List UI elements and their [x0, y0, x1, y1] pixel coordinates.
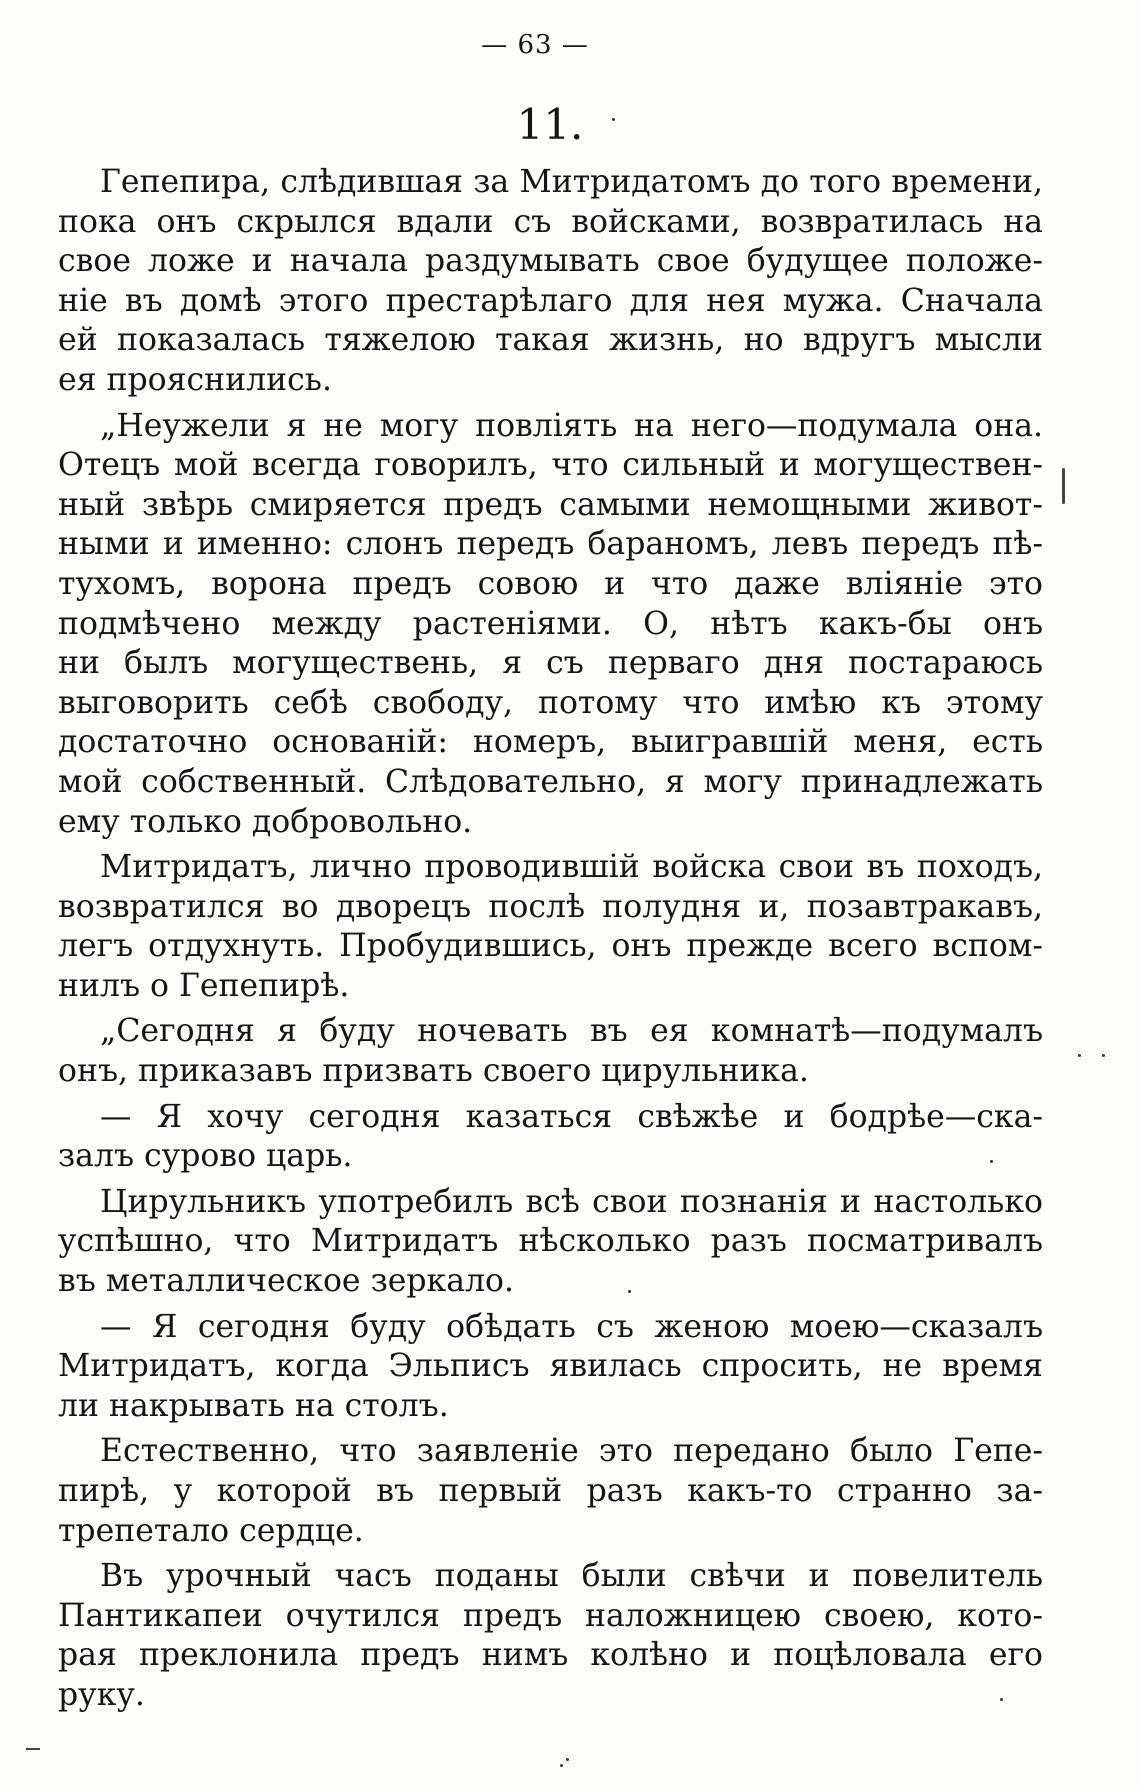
paragraph	[58, 1308, 1043, 1427]
paragraph	[58, 407, 1043, 843]
margin-mark	[1062, 468, 1065, 504]
body-text	[58, 163, 1043, 1716]
text-line: легъ отдухнуть. Пробудившись, онъ прежде всего вспом-	[58, 928, 1043, 965]
paragraph	[58, 1012, 1043, 1091]
text-line: ея прояснились.	[58, 361, 332, 398]
text-line: выговорить себѣ свободу, потому что имѣю къ этому	[58, 684, 1043, 721]
text-line: свое ложе и начала раздумывать свое будущее положе-	[58, 243, 1043, 280]
paragraph	[58, 1432, 1043, 1551]
text-line: Митридатъ, лично проводившій войска свои въ походъ,	[100, 849, 1043, 886]
text-line: ніе въ домѣ этого престарѣлаго для нея мужа. Сначала	[58, 282, 1043, 319]
text-line: Отецъ мой всегда говорилъ, что сильный и могуществен-	[58, 447, 1043, 484]
text-line: ли накрывать на столъ.	[58, 1387, 449, 1424]
text-line: онъ, приказавъ призвать своего цирульника.	[58, 1053, 809, 1090]
paragraph	[58, 163, 1043, 401]
text-line: ными и именно: слонъ передъ бараномъ, левъ передъ пѣ-	[58, 526, 1043, 563]
text-line: — Я хочу сегодня казаться свѣжѣе и бодрѣе—ска-	[100, 1098, 1043, 1135]
chapter-number: 11.	[516, 100, 584, 149]
text-line: ей показалась тяжелою такая жизнь, но вдругъ мысли	[58, 322, 1043, 359]
text-line: „Сегодня я буду ночевать въ ея комнатѣ—подумалъ	[100, 1013, 1043, 1050]
paragraph	[58, 1183, 1043, 1302]
text-line: Митридатъ, когда Эльписъ явилась спросить, не время	[58, 1348, 1043, 1385]
paragraph	[58, 1098, 1043, 1177]
text-line: успѣшно, что Митридатъ нѣсколько разъ посматривалъ	[58, 1223, 1043, 1260]
text-line: — Я сегодня буду обѣдать съ женою моею—сказалъ	[100, 1308, 1043, 1345]
text-line: возвратился во дворецъ послѣ полудня и, позавтракавъ,	[58, 888, 1043, 925]
text-line: пирѣ, у которой въ первый разъ какъ-то странно за-	[58, 1473, 1043, 1509]
text-line: „Неужели я не могу повліять на него—подумала она.	[100, 407, 1043, 444]
text-line: нилъ о Гепепирѣ.	[58, 967, 350, 1004]
page-number: — 63 —	[481, 30, 589, 60]
text-line: трепетало сердце.	[58, 1512, 364, 1549]
text-line: рая преклонила предъ нимъ колѣно и поцѣловала его	[58, 1637, 1043, 1674]
text-line: Въ урочный часъ поданы были свѣчи и повелитель	[100, 1558, 1043, 1595]
text-line: ему только добровольно.	[58, 803, 473, 840]
text-line: достаточно основаній: номеръ, выигравшій меня, есть	[58, 724, 1043, 761]
text-line: ный звѣрь смиряется предъ самыми немощными живот-	[58, 486, 1043, 523]
text-line: ни былъ могуществень, я съ перваго дня постараюсь	[58, 645, 1043, 682]
text-line: тухомъ, ворона предъ совою и что даже вліяніе это	[58, 565, 1043, 602]
paragraph	[58, 1557, 1043, 1715]
text-line: руку.	[58, 1676, 145, 1713]
text-line: въ металлическое зеркало.	[58, 1263, 515, 1300]
text-line: мой собственный. Слѣдовательно, я могу принадлежать	[58, 763, 1043, 800]
text-line: Пантикапеи очутился предъ наложницею своею, кото-	[58, 1597, 1043, 1634]
text-line: Гепепира, слѣдившая за Митридатомъ до того времени,	[100, 164, 1043, 200]
text-line: залъ сурово царь.	[58, 1138, 353, 1175]
corner-mark	[26, 1748, 40, 1750]
text-line: Цирульникъ употребилъ всѣ свои познанія и настолько	[100, 1183, 1043, 1220]
text-line: подмѣчено между растеніями. О, нѣтъ какъ-бы онъ	[58, 605, 1043, 642]
text-line: пока онъ скрылся вдали съ войсками, возвратилась на	[58, 203, 1043, 240]
paragraph	[58, 848, 1043, 1006]
text-line: Естественно, что заявленіе это передано было Гепе-	[100, 1433, 1043, 1470]
